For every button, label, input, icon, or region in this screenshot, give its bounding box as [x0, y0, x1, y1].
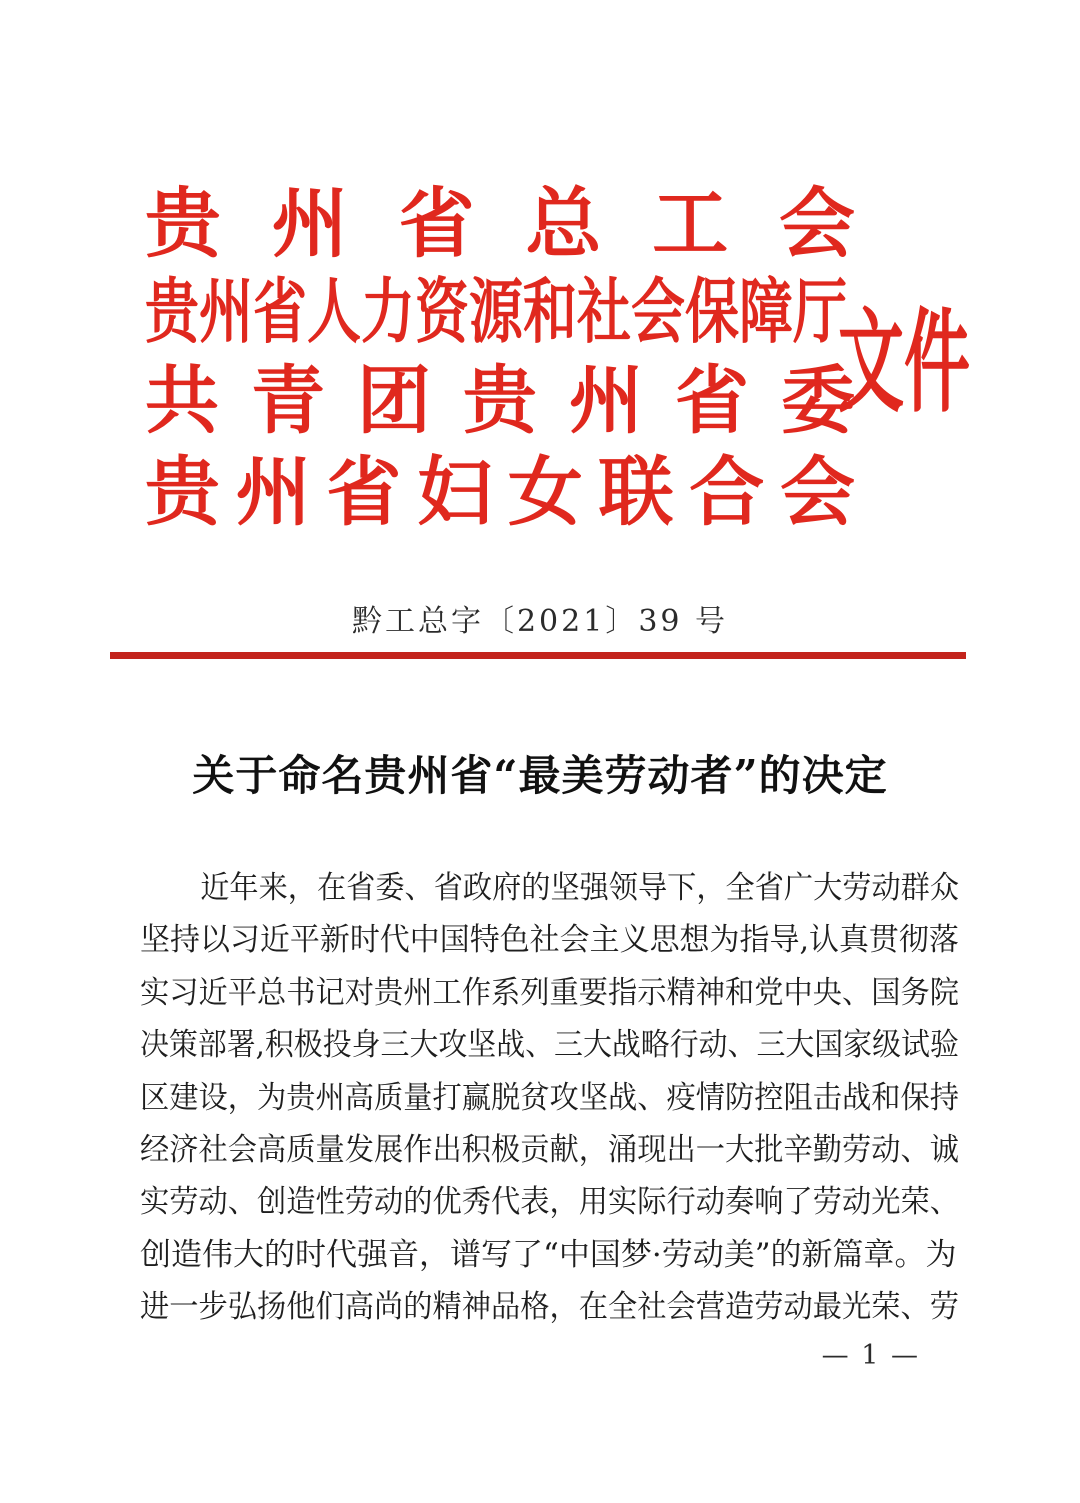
letterhead-doc-type: 文件 — [838, 295, 970, 429]
page-number: — 1 — — [821, 1340, 920, 1371]
body-line: 创造伟大的时代强音，谱写了“中国梦·劳动美”的新篇章。为 — [140, 1236, 957, 1273]
letterhead-org-line-3: 共青团贵州省委 — [145, 358, 855, 444]
document-body — [140, 862, 959, 1334]
body-line: 实劳动、创造性劳动的优秀代表，用实际行动奏响了劳动光荣、 — [140, 1184, 959, 1221]
letterhead-org-line-2: 贵州省人力资源和社会保障厅 — [145, 269, 847, 353]
body-line: 近年来，在省委、省政府的坚强领导下，全省广大劳动群众 — [200, 870, 959, 906]
document-number: 黔工总字〔2021〕39 号 — [351, 604, 729, 639]
body-line: 进一步弘扬他们高尚的精神品格，在全社会营造劳动最光荣、劳 — [140, 1289, 959, 1326]
document-title: 关于命名贵州省“最美劳动者”的决定 — [192, 751, 888, 800]
letterhead-org-line-1: 贵州省总工会 — [145, 179, 855, 268]
body-line: 经济社会高质量发展作出积极贡献，涌现出一大批辛勤劳动、诚 — [140, 1132, 959, 1169]
body-line: 决策部署,积极投身三大攻坚战、三大战略行动、三大国家级试验 — [140, 1027, 959, 1064]
body-line: 坚持以习近平新时代中国特色社会主义思想为指导,认真贯彻落 — [140, 922, 959, 959]
body-line: 区建设，为贵州高质量打赢脱贫攻坚战、疫情防控阻击战和保持 — [140, 1079, 959, 1116]
red-separator-rule — [110, 652, 966, 659]
letterhead-org-line-4: 贵州省妇女联合会 — [145, 448, 855, 536]
body-line: 实习近平总书记对贵州工作系列重要指示精神和党中央、国务院 — [140, 974, 959, 1011]
